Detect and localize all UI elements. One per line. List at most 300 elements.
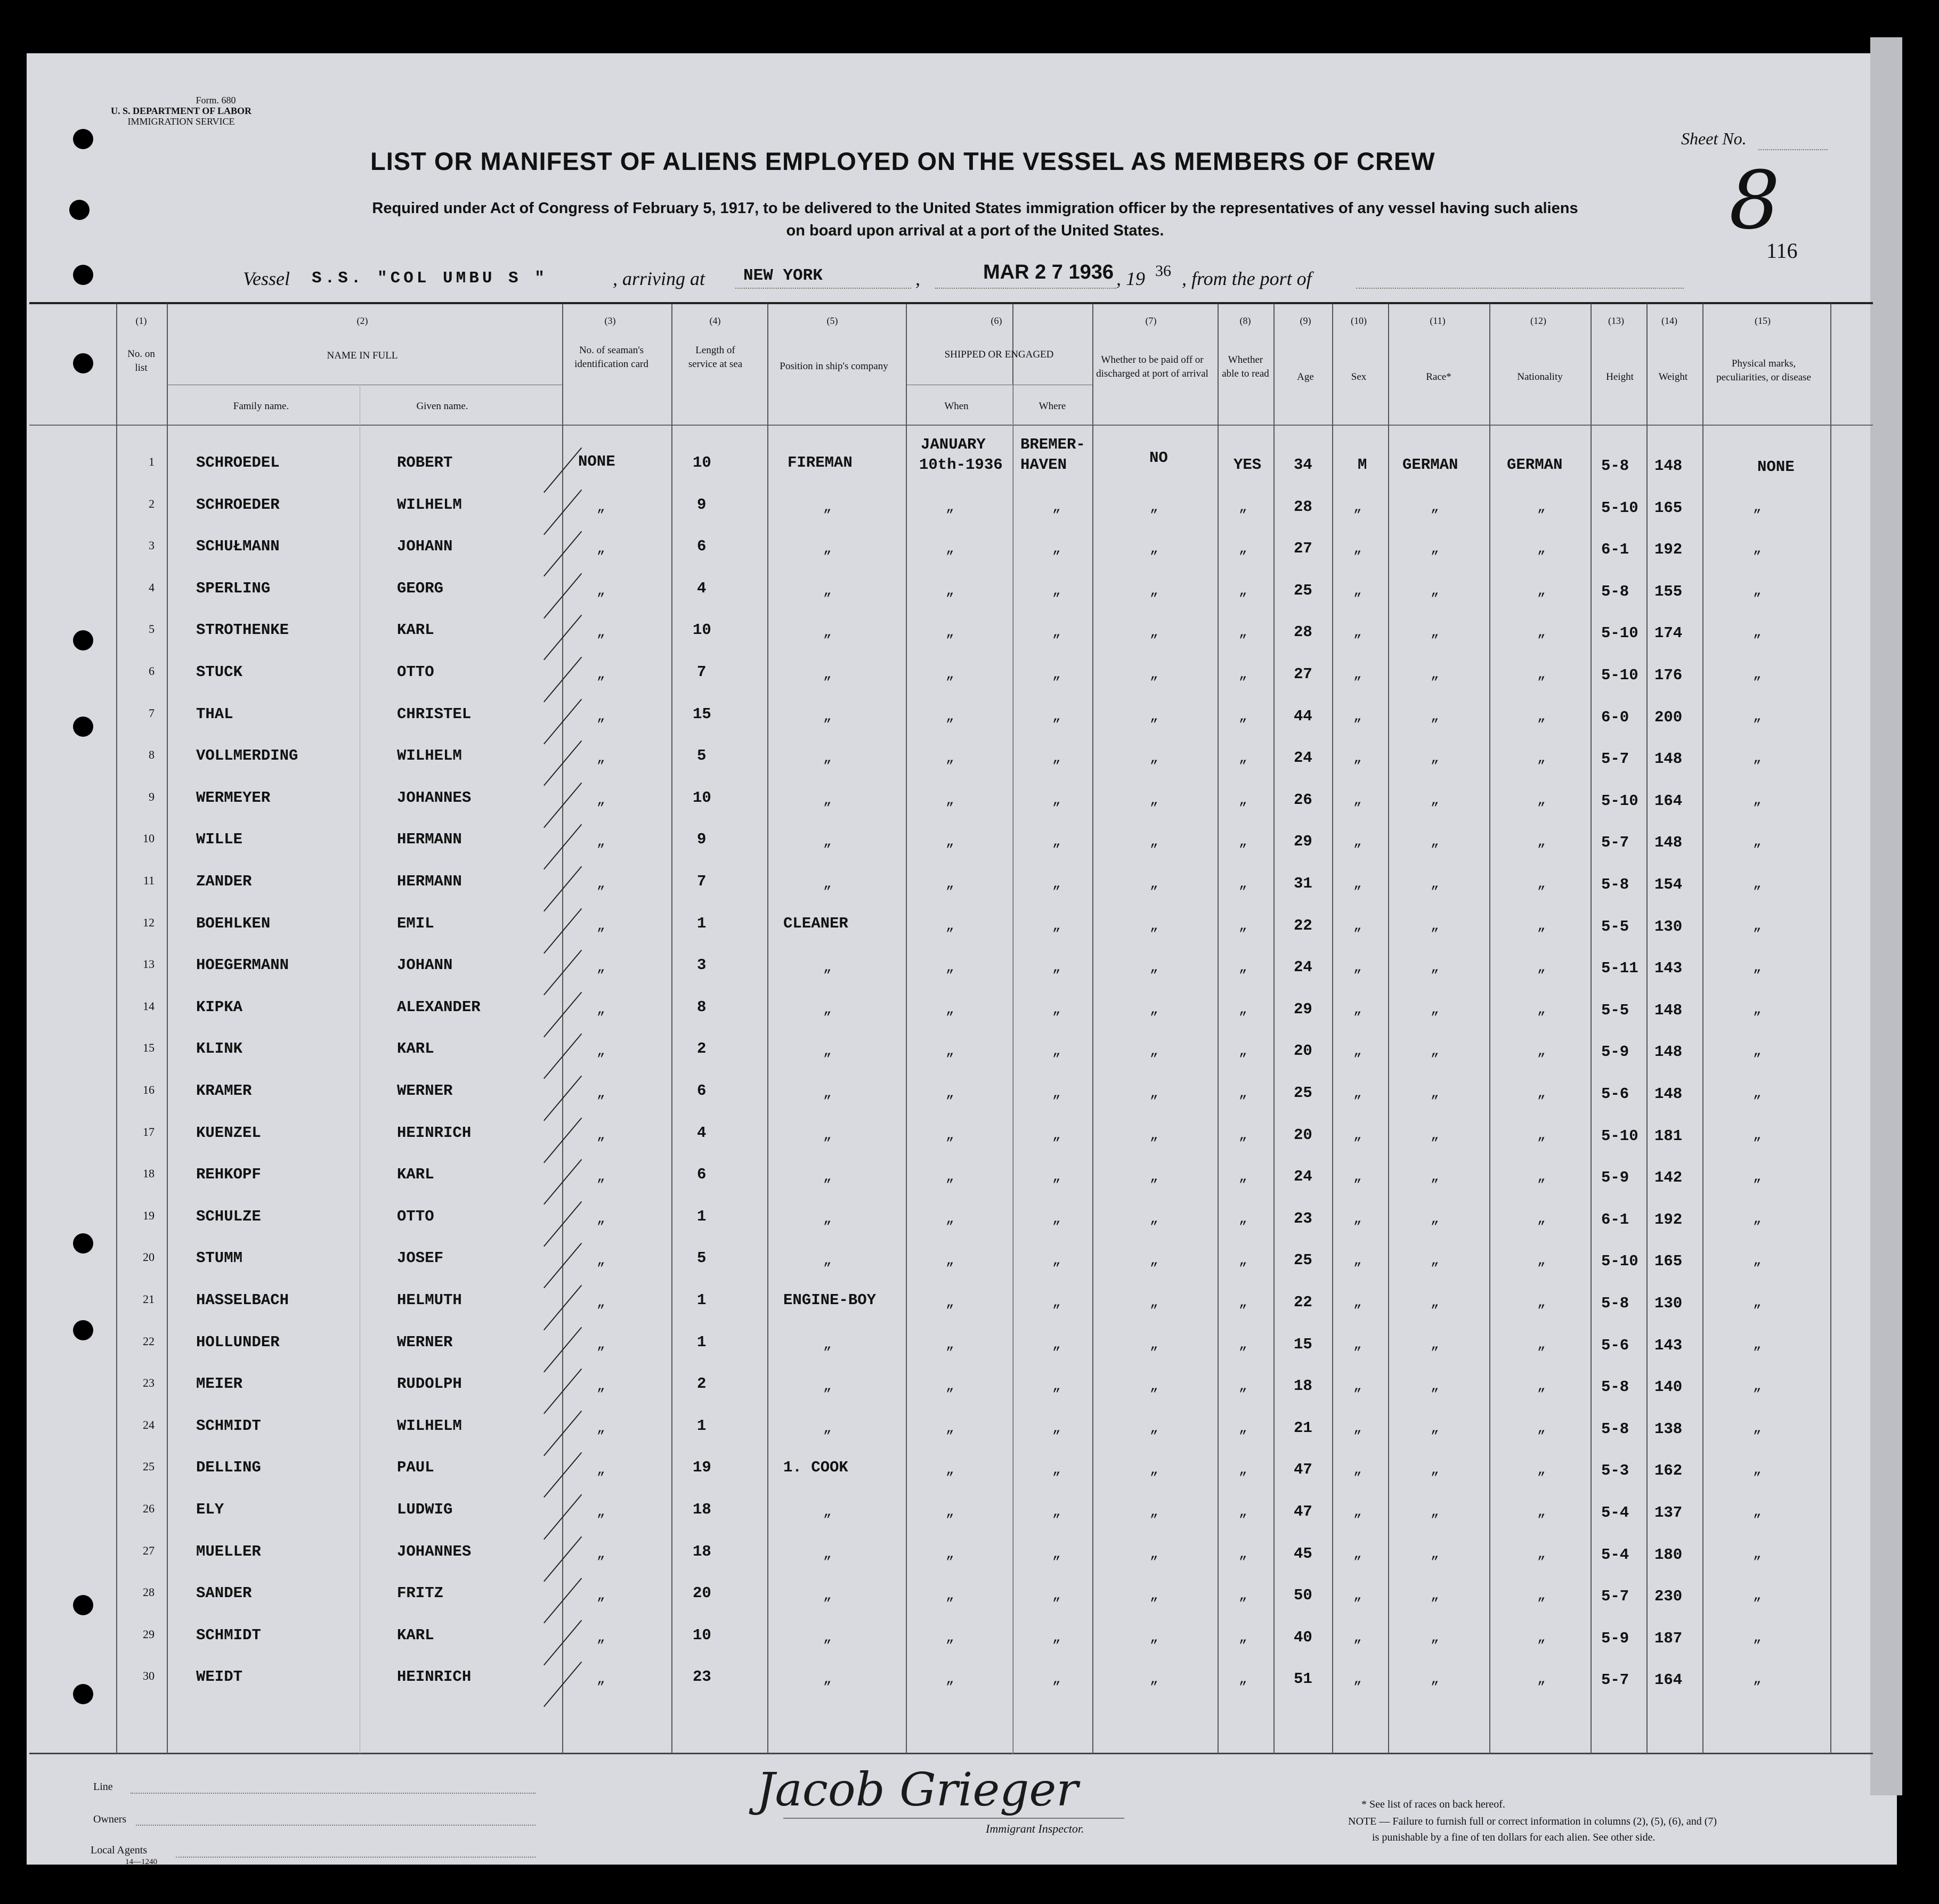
given-name: HERMANN xyxy=(397,831,462,848)
row-number: 3 xyxy=(149,539,155,552)
shipped-where-ditto: „ xyxy=(1052,1671,1061,1687)
given-name: JOHANNES xyxy=(397,1543,472,1560)
shipped-where-ditto: „ xyxy=(1052,876,1061,892)
given-name: ROBERT xyxy=(397,454,453,471)
shipped-where-ditto: „ xyxy=(1052,1211,1061,1227)
able-read-ditto: „ xyxy=(1239,1169,1247,1185)
given-name: LUDWIG xyxy=(397,1501,453,1518)
family-name: ELY xyxy=(196,1501,224,1518)
row-number: 1 xyxy=(149,455,155,468)
nationality-ditto: „ xyxy=(1537,876,1546,892)
length-of-service: 4 xyxy=(697,580,707,597)
nationality-ditto: „ xyxy=(1537,1002,1546,1018)
shipped-where-ditto: „ xyxy=(1052,499,1061,515)
sex-ditto: „ xyxy=(1353,499,1362,515)
height: 5-10 xyxy=(1601,1252,1638,1270)
paid-off-ditto: „ xyxy=(1150,1337,1158,1353)
able-read-ditto: „ xyxy=(1239,1630,1247,1646)
sex-ditto: „ xyxy=(1353,1337,1362,1353)
weight: 140 xyxy=(1654,1378,1683,1396)
header-physical-marks: Physical marks, peculiarities, or disease xyxy=(1716,358,1811,383)
family-name: STUCK xyxy=(196,663,243,681)
paid-off-ditto: „ xyxy=(1150,1252,1158,1268)
family-name: WILLE xyxy=(196,831,243,848)
given-name: KARL xyxy=(397,1166,434,1183)
race-ditto: „ xyxy=(1431,1504,1439,1520)
ship-position-ditto: „ xyxy=(823,1337,832,1353)
family-name: KUENZEL xyxy=(196,1124,261,1142)
weight: 164 xyxy=(1654,1671,1683,1689)
physical-ditto: „ xyxy=(1753,918,1762,934)
shipped-where-ditto: „ xyxy=(1052,541,1061,557)
height: 5-5 xyxy=(1601,1002,1629,1019)
given-name: JOHANN xyxy=(397,956,453,974)
shipped-when-ditto: „ xyxy=(946,876,954,892)
physical-ditto: „ xyxy=(1753,1420,1762,1436)
shipped-where-ditto: „ xyxy=(1052,666,1061,682)
given-name: KARL xyxy=(397,1626,434,1644)
punch-hole xyxy=(73,717,93,737)
age: 22 xyxy=(1294,917,1312,934)
race-ditto: „ xyxy=(1431,876,1439,892)
shipped-where-ditto: „ xyxy=(1052,750,1061,766)
weight: 192 xyxy=(1654,541,1683,558)
height: 5-7 xyxy=(1601,1588,1629,1605)
shipped-where-ditto: „ xyxy=(1052,1504,1061,1520)
able-read-ditto: „ xyxy=(1239,1295,1247,1311)
weight: 165 xyxy=(1654,499,1683,517)
punch-hole xyxy=(73,630,93,650)
age: 34 xyxy=(1294,456,1312,474)
nationality-ditto: „ xyxy=(1537,1337,1546,1353)
shipped-when-ditto: „ xyxy=(946,1252,954,1268)
age: 24 xyxy=(1294,958,1312,976)
race-ditto: „ xyxy=(1431,1420,1439,1436)
subtitle-line-1: Required under Act of Congress of February 5, 1917, to be delivered to the United States immigration officer by the representatives of any vessel having such aliens xyxy=(372,200,1578,217)
id-card-ditto: „ xyxy=(597,1169,605,1185)
length-of-service: 2 xyxy=(697,1375,707,1393)
sex-ditto: „ xyxy=(1353,792,1362,808)
family-name: SCHUŁMANN xyxy=(196,538,280,555)
weight: 148 xyxy=(1654,1043,1683,1061)
col-number-12: (12) xyxy=(1530,315,1546,326)
row-number: 5 xyxy=(149,622,155,636)
height: 5-10 xyxy=(1601,666,1638,684)
height: 6-0 xyxy=(1601,709,1629,726)
id-card-ditto: „ xyxy=(597,1630,605,1646)
row-number: 27 xyxy=(143,1544,155,1557)
ship-position-ditto: „ xyxy=(823,1588,832,1604)
fine-note-1: NOTE — Failure to furnish full or correct information in columns (2), (5), (6), and (7) xyxy=(1348,1816,1717,1827)
height: 5-3 xyxy=(1601,1462,1629,1479)
family-name: MEIER xyxy=(196,1375,243,1393)
header-seaman-id: No. of seaman's identification card xyxy=(574,345,648,370)
family-name: SCHROEDEL xyxy=(196,454,280,471)
family-name: REHKOPF xyxy=(196,1166,261,1183)
header-race: Race* xyxy=(1426,371,1451,383)
column-divider xyxy=(1830,304,1831,1754)
race-ditto: „ xyxy=(1431,1546,1439,1562)
height: 5-7 xyxy=(1601,750,1629,768)
able-read-ditto: „ xyxy=(1239,1337,1247,1353)
length-of-service: 1 xyxy=(697,1417,707,1435)
ship-position-ditto: „ xyxy=(823,750,832,766)
header-family-name: Family name. xyxy=(233,401,289,412)
sex-ditto: „ xyxy=(1353,1671,1362,1687)
footer-agents-label: Local Agents xyxy=(91,1844,148,1856)
header-bottom-rule xyxy=(29,425,1873,426)
age: 25 xyxy=(1294,582,1312,599)
id-card-ditto: „ xyxy=(597,876,605,892)
family-name: THAL xyxy=(196,705,233,723)
paid-off-ditto: „ xyxy=(1150,1085,1158,1101)
given-name: WILHELM xyxy=(397,496,462,514)
height: 5-9 xyxy=(1601,1169,1629,1186)
weight: 143 xyxy=(1654,959,1683,977)
height: 5-10 xyxy=(1601,499,1638,517)
length-of-service: 9 xyxy=(697,496,707,514)
shipped-when-ditto: „ xyxy=(946,1378,954,1394)
ship-position-ditto: „ xyxy=(823,666,832,682)
nationality-ditto: „ xyxy=(1537,918,1546,934)
shipped-when-ditto: „ xyxy=(946,1127,954,1143)
header-name-in-full: NAME IN FULL xyxy=(327,350,398,361)
nationality-ditto: „ xyxy=(1537,499,1546,515)
ship-position-ditto: „ xyxy=(823,1504,832,1520)
age: 47 xyxy=(1294,1503,1312,1520)
physical-ditto: „ xyxy=(1753,792,1762,808)
height: 5-10 xyxy=(1601,792,1638,810)
age: 27 xyxy=(1294,540,1312,557)
able-read-ditto: „ xyxy=(1239,750,1247,766)
sex-ditto: „ xyxy=(1353,1295,1362,1311)
ship-position-ditto: „ xyxy=(823,1169,832,1185)
age: 28 xyxy=(1294,498,1312,516)
col-number-11: (11) xyxy=(1430,315,1446,326)
height: 5-8 xyxy=(1601,1378,1629,1396)
length-of-service: 8 xyxy=(697,998,707,1016)
ship-position-ditto: „ xyxy=(823,1211,832,1227)
weight: 155 xyxy=(1654,583,1683,600)
paid-off-ditto: „ xyxy=(1150,1378,1158,1394)
weight: 148 xyxy=(1654,1002,1683,1019)
shipped-when-ditto: „ xyxy=(946,583,954,599)
header-height: Height xyxy=(1606,371,1634,383)
row-number: 19 xyxy=(143,1209,155,1222)
paid-off-ditto: „ xyxy=(1150,1462,1158,1478)
shipped-where-ditto: „ xyxy=(1052,624,1061,640)
sex-ditto: „ xyxy=(1353,624,1362,640)
row-number: 29 xyxy=(143,1628,155,1641)
shipped-where-ditto: „ xyxy=(1052,959,1061,975)
sex-ditto: „ xyxy=(1353,709,1362,725)
ship-position: 1. COOK xyxy=(783,1459,848,1476)
shipped-where-ditto: „ xyxy=(1052,709,1061,725)
age: 21 xyxy=(1294,1419,1312,1437)
family-name: VOLLMERDING xyxy=(196,747,298,764)
sex-ditto: „ xyxy=(1353,1085,1362,1101)
row1-shipped-when-1: JANUARY xyxy=(921,436,986,453)
able-read-ditto: „ xyxy=(1239,709,1247,725)
id-card-ditto: „ xyxy=(597,1043,605,1059)
ship-position-ditto: „ xyxy=(823,834,832,850)
family-name: KLINK xyxy=(196,1040,243,1057)
family-name: SPERLING xyxy=(196,580,271,597)
nationality-ditto: „ xyxy=(1537,1211,1546,1227)
given-name: WERNER xyxy=(397,1082,453,1100)
given-name: KARL xyxy=(397,621,434,639)
family-name: STROTHENKE xyxy=(196,621,289,639)
height: 5-6 xyxy=(1601,1337,1629,1354)
weight: 187 xyxy=(1654,1630,1683,1647)
able-read-ditto: „ xyxy=(1239,1420,1247,1436)
able-read-ditto: „ xyxy=(1239,1462,1247,1478)
weight: 162 xyxy=(1654,1462,1683,1479)
shipped-where-ditto: „ xyxy=(1052,1169,1061,1185)
paid-off-ditto: „ xyxy=(1150,1588,1158,1604)
column-divider xyxy=(767,304,768,1754)
shipped-where-ditto: „ xyxy=(1052,1588,1061,1604)
family-name: SCHULZE xyxy=(196,1208,261,1225)
able-read-ditto: „ xyxy=(1239,624,1247,640)
shipped-where-ditto: „ xyxy=(1052,792,1061,808)
id-card-ditto: „ xyxy=(597,666,605,682)
shipped-when-ditto: „ xyxy=(946,834,954,850)
ship-position-ditto: „ xyxy=(823,1630,832,1646)
arrival-port: NEW YORK xyxy=(743,266,823,285)
row-number: 8 xyxy=(149,748,155,761)
paid-off-ditto: „ xyxy=(1150,541,1158,557)
age: 20 xyxy=(1294,1042,1312,1060)
header-nationality: Nationality xyxy=(1517,371,1563,383)
age: 26 xyxy=(1294,791,1312,809)
physical-ditto: „ xyxy=(1753,1337,1762,1353)
height: 5-8 xyxy=(1601,1295,1629,1312)
able-read-ditto: „ xyxy=(1239,1504,1247,1520)
length-of-service: 23 xyxy=(693,1668,711,1686)
col-number-6: (6) xyxy=(991,315,1002,326)
weight: 143 xyxy=(1654,1337,1683,1354)
nationality-ditto: „ xyxy=(1537,1546,1546,1562)
punch-hole xyxy=(73,1233,93,1254)
column-divider xyxy=(906,304,907,1754)
nationality-ditto: „ xyxy=(1537,1295,1546,1311)
length-of-service: 10 xyxy=(693,789,711,807)
nationality-ditto: „ xyxy=(1537,709,1546,725)
shipped-when-ditto: „ xyxy=(946,1546,954,1562)
row1-sex: M xyxy=(1358,456,1367,474)
row-number: 21 xyxy=(143,1292,155,1306)
shipped-where-ditto: „ xyxy=(1052,1295,1061,1311)
able-read-ditto: „ xyxy=(1239,1085,1247,1101)
id-card-ditto: „ xyxy=(597,1462,605,1478)
family-name: SCHROEDER xyxy=(196,496,280,514)
nationality-ditto: „ xyxy=(1537,1420,1546,1436)
given-name: HEINRICH xyxy=(397,1124,472,1142)
id-card-ditto: „ xyxy=(597,918,605,934)
ship-position: ENGINE-BOY xyxy=(783,1291,877,1309)
able-read-ditto: „ xyxy=(1239,499,1247,515)
sex-ditto: „ xyxy=(1353,876,1362,892)
id-card-ditto: „ xyxy=(597,1085,605,1101)
race-ditto: „ xyxy=(1431,624,1439,640)
row1-nationality: GERMAN xyxy=(1507,456,1563,474)
physical-ditto: „ xyxy=(1753,876,1762,892)
sex-ditto: „ xyxy=(1353,1462,1362,1478)
weight: 142 xyxy=(1654,1169,1683,1186)
nationality-ditto: „ xyxy=(1537,541,1546,557)
age: 28 xyxy=(1294,623,1312,641)
sex-ditto: „ xyxy=(1353,1546,1362,1562)
paid-off-ditto: „ xyxy=(1150,834,1158,850)
weight: 180 xyxy=(1654,1546,1683,1564)
nationality-ditto: „ xyxy=(1537,1169,1546,1185)
physical-ditto: „ xyxy=(1753,666,1762,682)
footer-agents-field xyxy=(176,1857,536,1858)
length-of-service: 6 xyxy=(697,538,707,555)
inspector-label: Immigrant Inspector. xyxy=(986,1822,1084,1835)
nationality-ditto: „ xyxy=(1537,1504,1546,1520)
col-number-3: (3) xyxy=(604,315,616,326)
shipped-where-ditto: „ xyxy=(1052,1043,1061,1059)
race-ditto: „ xyxy=(1431,1588,1439,1604)
row-number: 25 xyxy=(143,1460,155,1473)
sheet-line xyxy=(1758,149,1828,150)
given-name: PAUL xyxy=(397,1459,434,1476)
id-card-ditto: „ xyxy=(597,1295,605,1311)
sex-ditto: „ xyxy=(1353,541,1362,557)
id-card-ditto: „ xyxy=(597,1002,605,1018)
physical-ditto: „ xyxy=(1753,709,1762,725)
family-name: HASSELBACH xyxy=(196,1291,289,1309)
physical-ditto: „ xyxy=(1753,1085,1762,1101)
row1-race: GERMAN xyxy=(1402,456,1458,474)
paid-off-ditto: „ xyxy=(1150,1002,1158,1018)
punch-hole xyxy=(73,1595,93,1615)
form-reference xyxy=(80,95,282,127)
length-of-service: 1 xyxy=(697,1333,707,1351)
length-of-service: 5 xyxy=(697,747,707,764)
paid-off-ditto: „ xyxy=(1150,1630,1158,1646)
ship-position-ditto: „ xyxy=(823,1546,832,1562)
shipped-when-ditto: „ xyxy=(946,1211,954,1227)
row1-shipped-where-2: HAVEN xyxy=(1020,456,1067,474)
column-divider xyxy=(1388,304,1389,1754)
length-of-service: 20 xyxy=(693,1584,711,1602)
arriving-label: , arriving at xyxy=(613,268,705,289)
row-number: 12 xyxy=(143,916,155,929)
able-read-ditto: „ xyxy=(1239,1588,1247,1604)
port-line xyxy=(735,288,911,289)
height: 5-10 xyxy=(1601,1127,1638,1145)
able-read-ditto: „ xyxy=(1239,1671,1247,1687)
sex-ditto: „ xyxy=(1353,1378,1362,1394)
header-where: Where xyxy=(1039,401,1066,412)
given-name: OTTO xyxy=(397,663,434,681)
physical-ditto: „ xyxy=(1753,583,1762,599)
given-name: HERMANN xyxy=(397,873,462,890)
from-port-line xyxy=(1356,288,1684,289)
able-read-ditto: „ xyxy=(1239,1043,1247,1059)
race-ditto: „ xyxy=(1431,666,1439,682)
weight: 148 xyxy=(1654,834,1683,851)
nationality-ditto: „ xyxy=(1537,1085,1546,1101)
nationality-ditto: „ xyxy=(1537,666,1546,682)
able-read-ditto: „ xyxy=(1239,1002,1247,1018)
given-name: HEINRICH xyxy=(397,1668,472,1686)
given-name: JOHANN xyxy=(397,538,453,555)
sex-ditto: „ xyxy=(1353,1127,1362,1143)
paid-off-ditto: „ xyxy=(1150,1546,1158,1562)
column-divider xyxy=(167,304,168,1754)
shipped-when-ditto: „ xyxy=(946,792,954,808)
header-position: Position in ship's company xyxy=(780,361,888,372)
paid-off-ditto: „ xyxy=(1150,876,1158,892)
height: 5-9 xyxy=(1601,1043,1629,1061)
physical-ditto: „ xyxy=(1753,959,1762,975)
age: 24 xyxy=(1294,1168,1312,1185)
sex-ditto: „ xyxy=(1353,918,1362,934)
given-name: KARL xyxy=(397,1040,434,1057)
race-ditto: „ xyxy=(1431,1002,1439,1018)
shipped-when-ditto: „ xyxy=(946,666,954,682)
footer-owners-label: Owners xyxy=(93,1813,127,1825)
weight: 200 xyxy=(1654,709,1683,726)
id-card-ditto: „ xyxy=(597,1211,605,1227)
punch-hole xyxy=(73,1320,93,1340)
races-note: * See list of races on back hereof. xyxy=(1361,1799,1505,1810)
weight: 130 xyxy=(1654,918,1683,935)
row-number: 2 xyxy=(149,497,155,510)
height: 5-4 xyxy=(1601,1546,1629,1564)
department-name: U. S. DEPARTMENT OF LABOR xyxy=(110,105,252,116)
footer-owners-field xyxy=(136,1825,536,1826)
family-name: MUELLER xyxy=(196,1543,261,1560)
shipped-where-ditto: „ xyxy=(1052,834,1061,850)
ship-position-ditto: „ xyxy=(823,1043,832,1059)
able-read-ditto: „ xyxy=(1239,1211,1247,1227)
row-number: 11 xyxy=(143,874,155,887)
sex-ditto: „ xyxy=(1353,1169,1362,1185)
age: 15 xyxy=(1294,1336,1312,1353)
punch-hole xyxy=(73,1684,93,1704)
id-card-ditto: „ xyxy=(597,792,605,808)
col-number-14: (14) xyxy=(1661,315,1677,326)
shipped-when-ditto: „ xyxy=(946,918,954,934)
id-card-ditto: „ xyxy=(597,1588,605,1604)
length-of-service: 1 xyxy=(697,1208,707,1225)
height: 5-8 xyxy=(1601,876,1629,893)
row-number: 28 xyxy=(143,1585,155,1599)
race-ditto: „ xyxy=(1431,750,1439,766)
header-weight: Weight xyxy=(1658,371,1688,383)
race-ditto: „ xyxy=(1431,709,1439,725)
id-card-ditto: „ xyxy=(597,750,605,766)
column-divider xyxy=(1092,304,1093,1754)
race-ditto: „ xyxy=(1431,1211,1439,1227)
nationality-ditto: „ xyxy=(1537,1630,1546,1646)
shipped-when-ditto: „ xyxy=(946,1295,954,1311)
column-divider xyxy=(1591,304,1592,1754)
physical-ditto: „ xyxy=(1753,624,1762,640)
nationality-ditto: „ xyxy=(1537,750,1546,766)
id-card-ditto: „ xyxy=(597,624,605,640)
ship-position-ditto: „ xyxy=(823,541,832,557)
ship-position-ditto: „ xyxy=(823,1085,832,1101)
length-of-service: 19 xyxy=(693,1459,711,1476)
header-when: When xyxy=(944,401,969,412)
race-ditto: „ xyxy=(1431,792,1439,808)
